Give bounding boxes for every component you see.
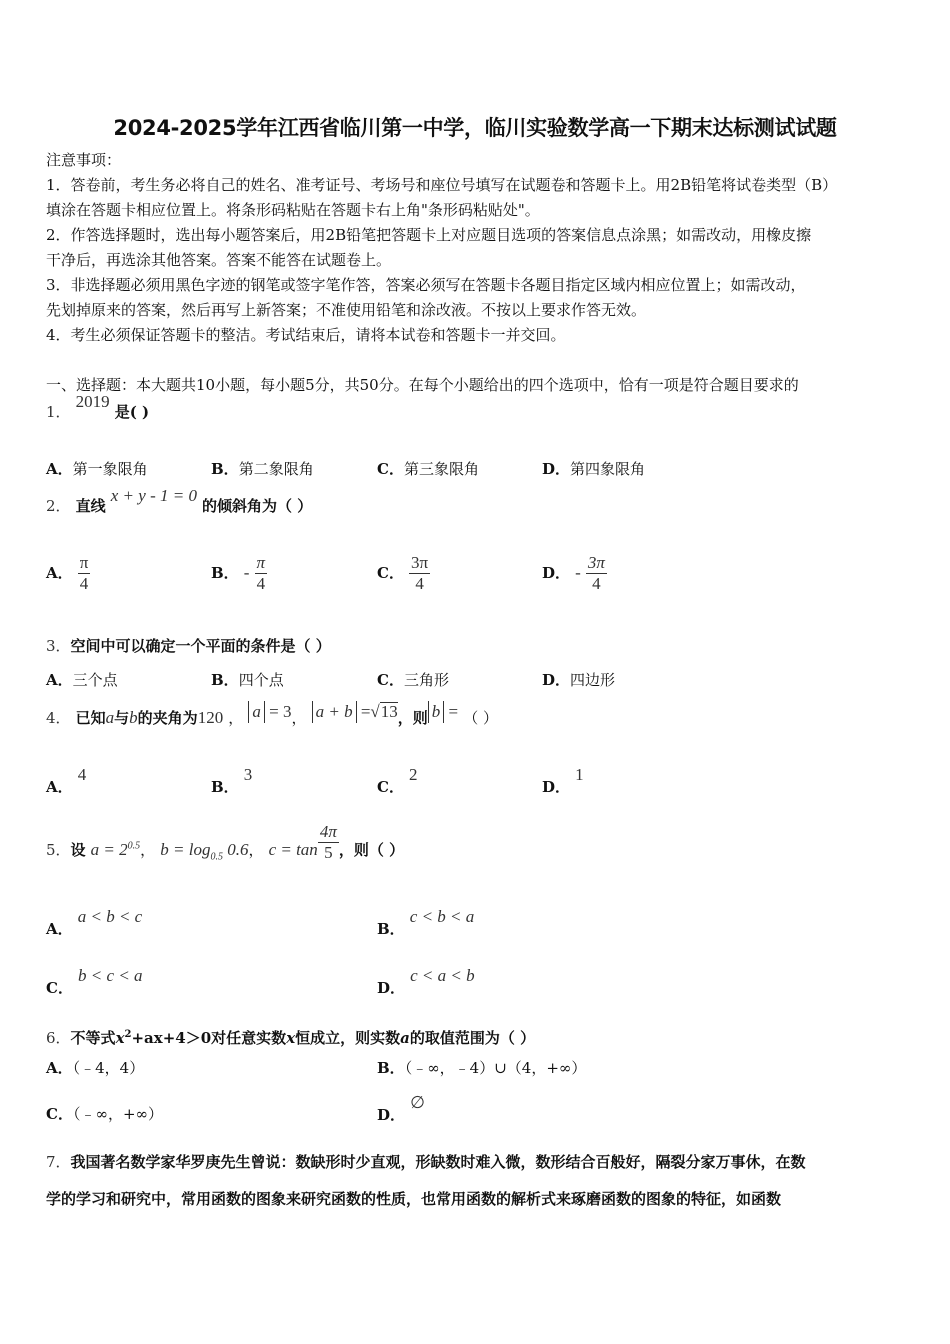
option-c	[377, 553, 430, 594]
log-argument: 0.6	[227, 840, 249, 859]
question-text: 我国著名数学家华罗庚先生曾说：数缺形时少直观，形缺数时难入微，数形结合百般好，隔裂分家万事休，在数	[70, 1153, 806, 1171]
expr-b	[160, 840, 249, 863]
denominator: 5	[324, 843, 333, 862]
option-label: D．	[542, 460, 571, 478]
modulus-b	[428, 702, 458, 721]
option-b	[211, 553, 267, 594]
option-label: C．	[46, 979, 73, 997]
option-b	[377, 1056, 586, 1081]
abs-b: b	[428, 701, 445, 723]
fraction	[78, 553, 91, 594]
numerator: π	[256, 553, 266, 572]
option-label: B．	[211, 564, 239, 582]
option-math: c < a < b	[410, 966, 475, 985]
option-label: A．	[46, 460, 73, 478]
section-heading: 一、选择题：本大题共10小题，每小题5分，共50分。在每个小题给出的四个选项中，恰有一项是符合题目要求的	[46, 376, 799, 394]
root-value: 13	[380, 702, 398, 721]
question-text: ，则（ ）	[338, 841, 405, 859]
fraction	[255, 553, 268, 594]
notice-line: 4．考生必须保证答题卡的整洁。考试结束后，请将本试卷和答题卡一并交回。	[46, 326, 566, 344]
question-text: 的夹角为	[137, 709, 198, 727]
question-number: 3．	[46, 637, 71, 655]
math-expression: 2019	[75, 392, 110, 411]
option-b	[211, 457, 314, 482]
question-text: 的取值范围为（ ）	[409, 1029, 536, 1047]
numerator: 3π	[587, 553, 605, 572]
math-expression: x + y - 1 = 0	[110, 486, 197, 505]
option-text: 四边形	[570, 671, 616, 689]
option-label: D．	[377, 1106, 406, 1124]
option-label: A．	[46, 1059, 73, 1077]
question-number: 4．	[46, 709, 71, 727]
vector-a: a	[105, 708, 115, 727]
question-text: 已知	[75, 709, 106, 727]
option-b	[211, 668, 284, 693]
expr-rest: +ax+4＞0	[131, 1029, 212, 1047]
option-text: （﹣∞，+∞）	[72, 1105, 164, 1123]
option-math: c < b < a	[409, 907, 475, 926]
vector-b: b	[129, 708, 138, 727]
option-label: B．	[377, 1059, 405, 1077]
option-d	[377, 965, 475, 997]
minus-sign: -	[575, 563, 581, 582]
denominator: 4	[415, 574, 424, 593]
option-text: （﹣∞，﹣4）∪（4，+∞）	[404, 1059, 587, 1077]
fraction	[586, 553, 607, 594]
question-number: 5．	[46, 841, 71, 859]
question-text: ，则	[397, 709, 428, 727]
equals: =	[360, 702, 371, 721]
option-d	[542, 764, 584, 796]
option-label: C．	[377, 460, 404, 478]
numerator: 4π	[319, 822, 337, 841]
comma: ，	[140, 841, 156, 859]
option-a	[46, 1056, 144, 1081]
option-label: A．	[46, 920, 73, 938]
option-text: （﹣4，4）	[72, 1059, 145, 1077]
comma: ，	[291, 709, 307, 727]
question-text: 直线	[75, 497, 106, 515]
option-label: C．	[377, 671, 404, 689]
option-value: 2	[409, 765, 418, 784]
abs-a: a	[248, 701, 265, 723]
expr-x: x	[115, 1029, 125, 1047]
option-a	[46, 764, 87, 796]
question-6	[46, 1022, 535, 1051]
option-label: C．	[377, 564, 404, 582]
question-text: 是( )	[114, 403, 150, 421]
notice-line: 1．答卷前，考生务必将自己的姓名、准考证号、考场号和座位号填写在试题卷和答题卡上。用2B铅笔将试卷类型（B）	[46, 176, 838, 194]
expr-a-base: a = 2	[90, 840, 128, 859]
notice-line: 先划掉原来的答案，然后再写上新答案；不准使用铅笔和涂改液。不按以上要求作答无效。	[46, 301, 647, 319]
log-base: 0.5	[210, 851, 223, 863]
numerator: 3π	[411, 553, 429, 572]
option-c	[46, 965, 143, 997]
option-label: C．	[377, 778, 404, 796]
option-label: D．	[377, 979, 406, 997]
question-text: 恒成立，则实数	[295, 1029, 401, 1047]
comma: ，	[248, 841, 264, 859]
notice-line: 2．作答选择题时，选出每小题答案后，用2B铅笔把答题卡上对应题目选项的答案信息点涂黑；如需改动，用橡皮擦	[46, 226, 812, 244]
question-2	[46, 486, 313, 519]
abs-sum: a + b	[312, 701, 357, 723]
minus-sign: -	[243, 563, 250, 582]
question-text: 与	[114, 709, 130, 727]
option-b	[211, 764, 253, 796]
expr-c: c = tan	[268, 840, 318, 859]
question-7-line-2: 学的学习和研究中，常用函数的图象来研究函数的性质，也常用函数的解析式来琢磨函数的图象的特征，如函数	[46, 1190, 782, 1208]
comma: ，	[228, 709, 244, 727]
option-label: B．	[211, 671, 239, 689]
denominator: 4	[79, 574, 89, 593]
modulus-a	[248, 702, 291, 721]
option-d	[542, 457, 645, 482]
option-text: 三个点	[72, 671, 118, 689]
vector-b: b	[344, 702, 353, 721]
option-a	[46, 457, 148, 482]
expr-a-exponent: 0.5	[127, 840, 141, 852]
denominator: 4	[256, 574, 266, 593]
question-text: 的倾斜角为（ ）	[202, 497, 313, 515]
option-label: D．	[542, 671, 571, 689]
option-a	[46, 906, 143, 938]
option-text: 第一象限角	[72, 460, 148, 478]
question-number: 2．	[46, 497, 71, 515]
value: = 3	[269, 702, 292, 721]
expr-b-log: b = log	[160, 840, 211, 859]
question-text: （ ）	[463, 709, 498, 727]
question-4	[46, 702, 498, 731]
option-label: C．	[46, 1105, 73, 1123]
question-number: 6．	[46, 1029, 71, 1047]
option-c	[46, 1102, 163, 1127]
var-x: x	[286, 1029, 296, 1047]
option-a	[46, 668, 118, 693]
var-a: a	[400, 1029, 410, 1047]
question-text: 空间中可以确定一个平面的条件是（ ）	[70, 637, 331, 655]
question-text: 不等式	[70, 1029, 116, 1047]
option-label: A．	[46, 778, 73, 796]
option-text: 四个点	[238, 671, 284, 689]
numerator: π	[79, 553, 89, 572]
option-text: 第二象限角	[238, 460, 314, 478]
question-number: 7．	[46, 1153, 71, 1171]
question-text: 设	[70, 841, 86, 859]
option-label: B．	[377, 920, 405, 938]
option-d	[542, 668, 615, 693]
option-label: B．	[211, 778, 239, 796]
expr-exponent: 2	[124, 1029, 132, 1040]
angle-value: 120	[197, 708, 224, 727]
option-b	[377, 906, 475, 938]
expr-a	[91, 840, 140, 859]
option-label: D．	[542, 778, 571, 796]
equals: =	[448, 702, 459, 721]
option-text: 第三象限角	[403, 460, 479, 478]
empty-set-symbol: ∅	[410, 1093, 425, 1112]
vector-a: a	[315, 702, 325, 721]
question-text: 对任意实数	[211, 1029, 287, 1047]
option-d	[542, 553, 607, 594]
question-5	[46, 822, 404, 863]
option-label: B．	[211, 460, 239, 478]
option-c	[377, 668, 449, 693]
page-title: 2024-2025学年江西省临川第一中学，临川实验数学高一下期末达标测试试题	[113, 116, 837, 140]
option-label: A．	[46, 671, 73, 689]
option-math: a < b < c	[77, 907, 143, 926]
option-label: D．	[542, 564, 571, 582]
notice-line: 3．非选择题必须用黑色字迹的钢笔或签字笔作答，答案必须写在答题卡各题目指定区域内相应位置上；如需改动，	[46, 276, 806, 294]
question-3	[46, 634, 331, 659]
notice-line: 干净后，再选涂其他答案。答案不能答在试题卷上。	[46, 251, 392, 269]
denominator: 4	[592, 574, 601, 593]
notice-heading: 注意事项：	[46, 151, 122, 169]
option-a	[46, 553, 90, 594]
option-label: A．	[46, 564, 73, 582]
question-1	[46, 392, 150, 425]
question-number: 1．	[46, 403, 71, 421]
option-text: 三角形	[403, 671, 449, 689]
option-value: 3	[243, 765, 253, 784]
notice-line: 填涂在答题卡相应位置上。将条形码粘贴在答题卡右上角"条形码粘贴处"。	[46, 201, 540, 219]
option-text: 第四象限角	[570, 460, 646, 478]
fraction	[318, 822, 339, 863]
option-math: b < c < a	[78, 966, 143, 985]
option-d	[377, 1092, 425, 1124]
option-c	[377, 457, 479, 482]
option-value: 4	[77, 765, 87, 784]
option-c	[377, 764, 418, 796]
option-value: 1	[575, 765, 584, 784]
fraction	[409, 553, 430, 594]
modulus-sum: a + b =√13	[312, 702, 398, 721]
question-7	[46, 1150, 806, 1175]
